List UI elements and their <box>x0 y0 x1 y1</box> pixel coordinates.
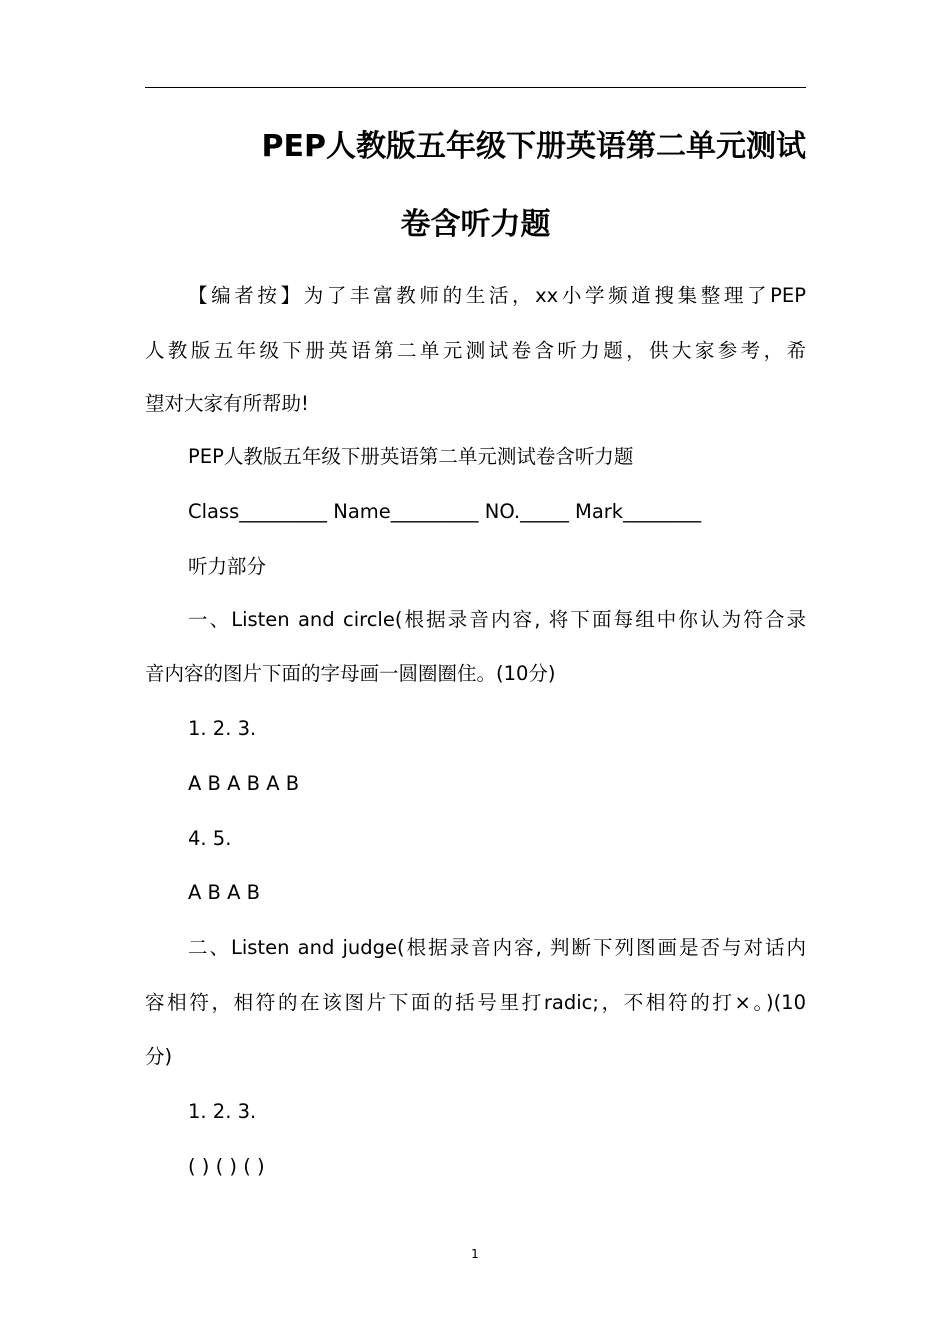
subtitle: PEP人教版五年级下册英语第二单元测试卷含听力题 <box>188 445 634 468</box>
info-line: Class_________ Name_________ NO._____ Mark________ <box>188 500 702 523</box>
part2-instruction-line1: 二、Listen and judge(根据录音内容, 判断下列图画是否与对话内 <box>188 936 806 959</box>
intro-line3: 望对大家有所帮助! <box>145 392 309 415</box>
part1-row2: A B A B A B <box>188 772 300 795</box>
document-title-line2: 卷含听力题 <box>400 207 551 242</box>
header-rule <box>145 87 806 88</box>
part1-row3: 4. 5. <box>188 827 232 850</box>
part2-row1: 1. 2. 3. <box>188 1100 257 1123</box>
page-number: 1 <box>471 1247 479 1261</box>
part1-instruction-line2: 音内容的图片下面的字母画一圆圈圈住。(10分) <box>145 662 556 685</box>
document-title-line1: PEP人教版五年级下册英语第二单元测试 <box>261 129 806 164</box>
part1-row1: 1. 2. 3. <box>188 717 257 740</box>
part1-instruction-line1: 一、Listen and circle(根据录音内容, 将下面每组中你认为符合录 <box>188 608 806 631</box>
intro-line1: 【编者按】为了丰富教师的生活，xx小学频道搜集整理了PEP <box>188 284 806 307</box>
intro-line2: 人教版五年级下册英语第二单元测试卷含听力题，供大家参考，希 <box>145 339 806 362</box>
part1-row4: A B A B <box>188 881 261 904</box>
part2-instruction-line2: 容相符，相符的在该图片下面的括号里打radic;，不相符的打×。)(10 <box>145 991 806 1014</box>
section-label: 听力部分 <box>188 555 267 578</box>
part2-row2: ( ) ( ) ( ) <box>188 1155 265 1178</box>
part2-instruction-line3: 分) <box>145 1045 173 1068</box>
